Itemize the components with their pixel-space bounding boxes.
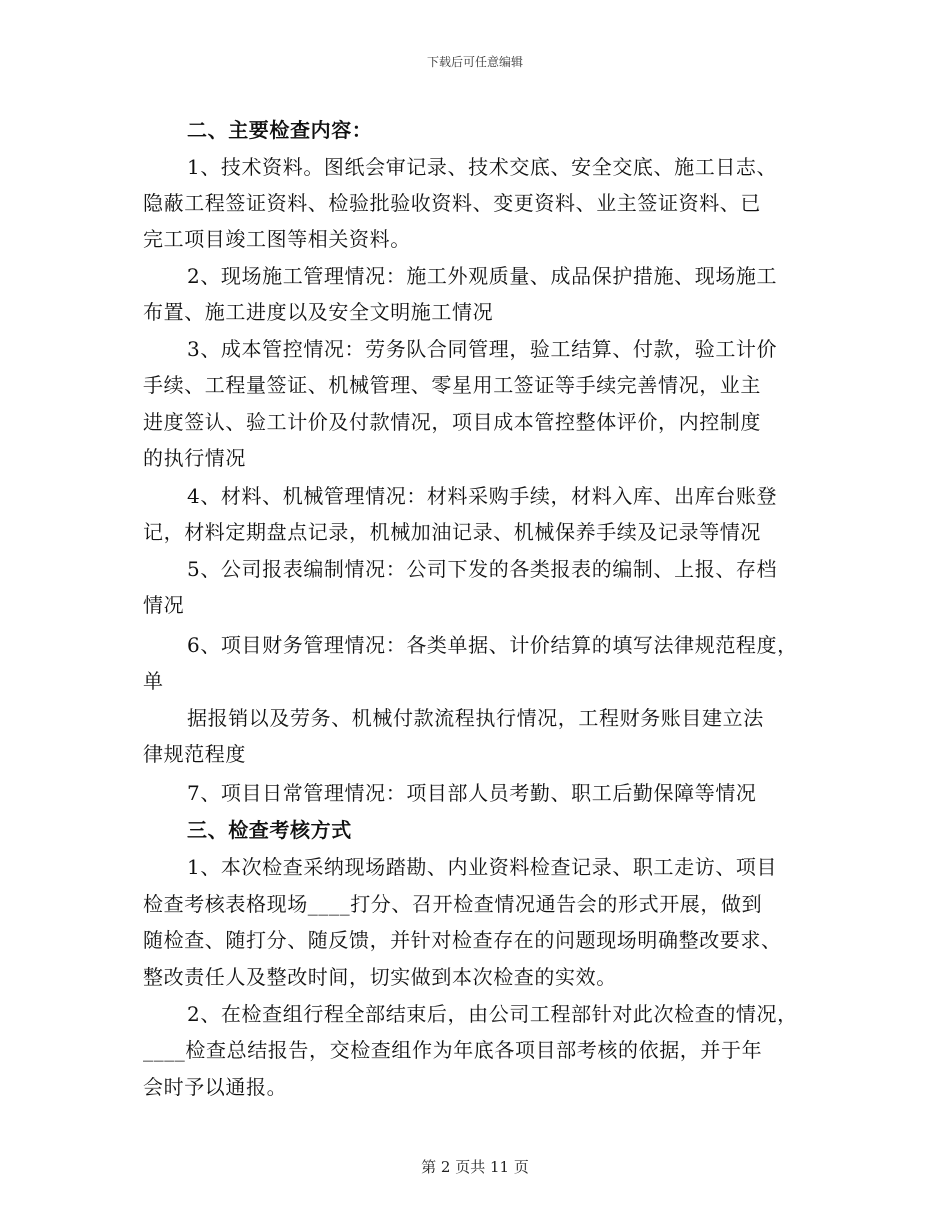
paragraph-line: 律规范程度 (143, 742, 246, 766)
paragraph-line: 1、本次检查采纳现场踏勘、内业资料检查记录、职工走访、项目 (187, 855, 778, 879)
paragraph-line: 随检查、随打分、随反馈，并针对检查存在的问题现场明确整改要求、 (143, 928, 782, 952)
paragraph-line: 据报销以及劳务、机械付款流程执行情况，工程财务账目建立法 (187, 706, 764, 730)
section-heading-3: 三、检查考核方式 (187, 818, 352, 842)
paragraph-line: 4、材料、机械管理情况：材料采购手续，材料入库、出库台账登 (187, 484, 778, 508)
page-header: 下载后可任意编辑 (426, 55, 523, 69)
paragraph-line: 检查考核表格现场____打分、召开检查情况通告会的形式开展，做到 (143, 892, 763, 916)
paragraph-line: 3、成本管控情况：劳务队合同管理，验工结算、付款，验工计价 (187, 337, 778, 361)
paragraph-line: 情况 (143, 593, 185, 617)
paragraph-line: 隐蔽工程签证资料、检验批验收资料、变更资料、业主签证资料、已 (143, 191, 761, 215)
section-heading-2: 二、主要检查内容： (187, 118, 373, 142)
paragraph-line: 1、技术资料。图纸会审记录、技术交底、安全交底、施工日志、 (187, 155, 778, 179)
page-footer: 第 2 页共 11 页 (421, 1158, 529, 1176)
paragraph-line: 7、项目日常管理情况：项目部人员考勤、职工后勤保障等情况 (187, 781, 757, 805)
paragraph-line: 会时予以通报。 (143, 1075, 288, 1099)
paragraph-line: 记，材料定期盘点记录，机械加油记录、机械保养手续及记录等情况 (143, 520, 761, 544)
paragraph-line: 单 (143, 669, 164, 693)
paragraph-line: ____检查总结报告，交检查组作为年底各项目部考核的依据，并于年 (143, 1038, 763, 1062)
paragraph-line: 完工项目竣工图等相关资料。 (143, 227, 411, 251)
paragraph-line: 布置、施工进度以及安全文明施工情况 (143, 300, 494, 324)
paragraph-line: 2、在检查组行程全部结束后，由公司工程部针对此次检查的情况， (187, 1002, 798, 1026)
paragraph-line: 2、现场施工管理情况：施工外观质量、成品保护措施、现场施工 (187, 264, 778, 288)
paragraph-line: 6、项目财务管理情况：各类单据、计价结算的填写法律规范程度， (187, 633, 798, 657)
paragraph-line: 手续、工程量签证、机械管理、零星用工签证等手续完善情况，业主 (143, 373, 761, 397)
paragraph-line: 5、公司报表编制情况：公司下发的各类报表的编制、上报、存档 (187, 557, 778, 581)
paragraph-line: 整改责任人及整改时间，切实做到本次检查的实效。 (143, 965, 617, 989)
paragraph-line: 进度签认、验工计价及付款情况，项目成本管控整体评价，内控制度 (143, 410, 761, 434)
paragraph-line: 的执行情况 (143, 446, 246, 470)
